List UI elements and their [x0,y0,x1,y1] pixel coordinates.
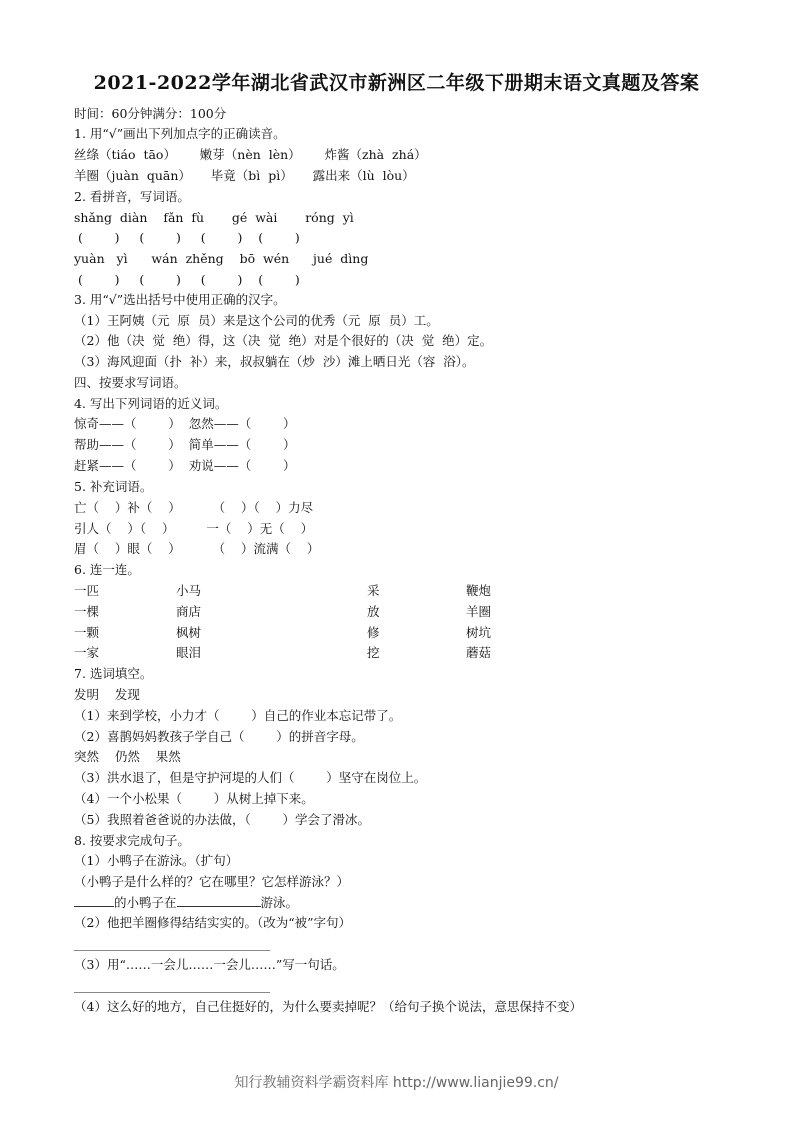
q6-item: 修 [367,625,380,640]
q6-item: 羊圈 [466,604,492,619]
q6-item: 一匹 [74,583,100,598]
q2-pinyin-row: shǎng diàn fǎn fù gé wài róng yì [74,210,354,225]
q8-prompt: （1）小鸭子在游泳。（扩句） [74,853,239,868]
q8-heading: 8. 按要求完成句子。 [74,833,190,848]
q6-item: 鞭炮 [466,583,492,598]
q1-row: 羊圈（juàn quān） 毕竟（bì pì） 露出来（lù lòu） [74,168,415,183]
q8-prompt: （4）这么好的地方，自己住挺好的，为什么要卖掉呢？（给句子换个说法，意思保持不变） [74,999,582,1014]
q4-heading: 4. 写出下列词语的近义词。 [74,396,228,411]
q6-item: 放 [367,604,380,619]
q8-hint: （小鸭子是什么样的？它在哪里？它怎样游泳？） [74,874,350,889]
q3-sentence: （1）王阿姨（元 原 员）来是这个公司的优秀（元 原 员）工。 [74,313,439,328]
page-title: 2021-2022学年湖北省武汉市新洲区二年级下册期末语文真题及答案 [93,72,700,94]
q6-item: 采 [367,583,380,598]
q6-item: 商店 [176,604,202,619]
q3-heading: 3. 用“√”选出括号中使用正确的汉字。 [74,292,286,307]
q5-heading: 5. 补充词语。 [74,479,153,494]
q7-word-options: 突然 仍然 果然 [74,749,181,764]
q6-item: 树坑 [466,625,492,640]
q5-row: 眉（ ）眼（ ） （ ）流满（ ） [74,541,320,556]
answer-blank[interactable] [177,894,261,907]
footer-watermark: 知行教辅资料学霸资料库 http://www.lianjie99.cn/ [234,1075,559,1091]
q7-sentence: （5）我照着爸爸说的办法做，（ ）学会了滑冰。 [74,812,370,827]
q4-row: 惊奇——（ ） 忽然——（ ） [74,416,296,431]
q7-sentence: （1）来到学校，小力才（ ）自己的作业本忘记带了。 [74,708,402,723]
q4-row: 赶紧——（ ） 劝说——（ ） [74,458,296,473]
q3-sentence: （2）他（决 觉 绝）得，这（决 觉 绝）对是个很好的（决 觉 绝）定。 [74,333,493,348]
q7-sentence: （2）喜鹊妈妈教孩子学自己（ ）的拼音字母。 [74,729,364,744]
q3-sentence: （3）海风迎面（扑 补）来，叔叔躺在（炒 沙）滩上晒日光（容 浴）。 [74,354,475,369]
q6-item: 一家 [74,645,100,660]
q2-blank-row: ( ) ( ) ( ) ( ) [74,272,300,287]
q7-sentence: （3）洪水退了，但是守护河堤的人们（ ）坚守在岗位上。 [74,770,427,785]
q6-item: 蘑菇 [466,645,492,660]
answer-line[interactable] [74,992,270,993]
q6-item: 挖 [367,645,380,660]
q5-row: 亡（ ）补（ ） （ ）（ ）力尽 [74,500,314,515]
q8-prompt: （3）用“……一会儿……一会儿……”写一句话。 [74,957,345,972]
answer-line[interactable] [74,950,270,951]
q6-item: 枫树 [176,625,202,640]
q2-heading: 2. 看拼音，写词语。 [74,189,190,204]
q8-fill-line [74,894,298,911]
q1-row: 丝绦（tiáo tāo） 嫩芽（nèn lèn） 炸酱（zhà zhá） [74,147,427,162]
q8-fill-text: 的小鸭子在 [114,895,177,910]
q6-heading: 6. 连一连。 [74,562,140,577]
q1-heading: 1. 用“√”画出下列加点字的正确读音。 [74,126,286,141]
q8-fill-text: 游泳。 [260,895,299,910]
q2-pinyin-row: yuàn yì wán zhěng bō wén jué dìng [74,251,369,266]
q7-heading: 7. 选词填空。 [74,666,153,681]
section-heading: 四、按要求写词语。 [74,375,187,390]
q8-prompt: （2）他把羊圈修得结结实实的。（改为“被”字句） [74,915,351,930]
q6-item: 眼泪 [176,645,202,660]
q6-item: 一棵 [74,604,100,619]
q7-sentence: （4）一个小松果（ ）从树上掉下来。 [74,791,314,806]
q5-row: 引人（ ）（ ） 一（ ）无（ ） [74,521,314,536]
q2-blank-row: ( ) ( ) ( ) ( ) [74,230,300,245]
exam-meta: 时间：60分钟满分：100分 [74,106,227,121]
q6-item: 一颗 [74,625,100,640]
q4-row: 帮助——（ ） 简单——（ ） [74,437,296,452]
answer-blank[interactable] [74,894,114,907]
q6-item: 小马 [176,583,202,598]
q7-word-options: 发明 发现 [74,687,140,702]
